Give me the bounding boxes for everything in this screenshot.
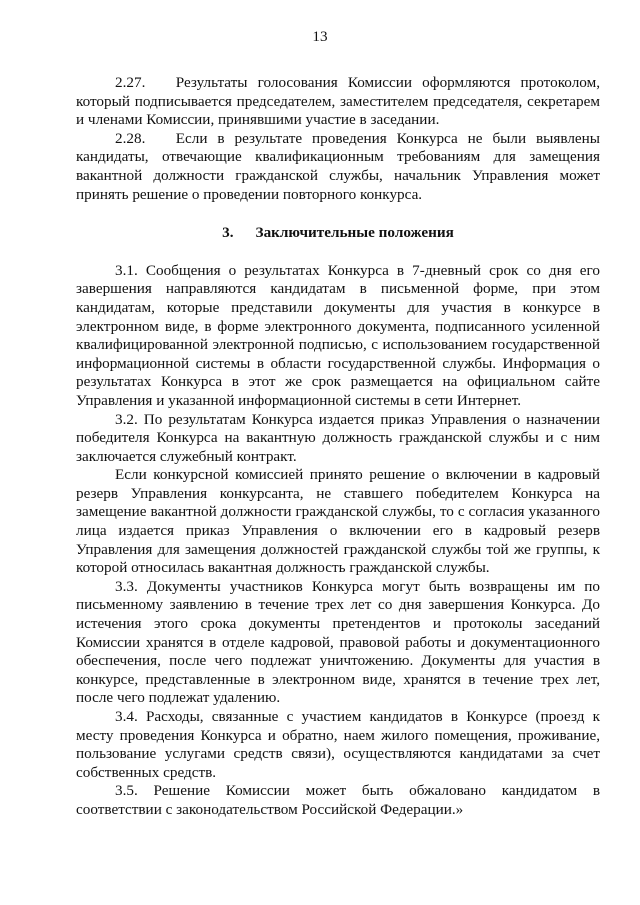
paragraph-3-1: 3.1. Сообщения о результатах Конкурса в 7-дневный срок со дня его завершения направляются кандидатам в письменной форме, при этом кандидатам, которые представили документы для участия в конкурсе в электронном виде, в форме электронного документа, подписанного усиленной квалифицированной электронной подписью, с использованием государственной информационной системы в области государственной службы. Информация о результатах Конкурса в этот же срок размещается на официальном сайте Управления и указанной информационной системы в сети Интернет. xyxy=(76,261,600,409)
section-number: 3. xyxy=(222,224,234,242)
paragraph-2-28: 2.28. Если в результате проведения Конкурса не были выявлены кандидаты, отвечающие квалификационным требованиям для замещения вакантной должности гражданской службы, начальник Управления может принять решение о проведении повторного конкурса. xyxy=(76,129,600,203)
section-title: Заключительные положения xyxy=(255,224,454,242)
paragraph-2-27: 2.27. Результаты голосования Комиссии оформляются протоколом, который подписывается председателем, заместителем председателя, секретарем и членами Комиссии, принявшими участие в заседании. xyxy=(76,74,600,129)
paragraph-3-2: 3.2. По результатам Конкурса издается приказ Управления о назначении победителя Конкурса на вакантную должность гражданской службы и с ним заключается служебный контракт. xyxy=(76,410,600,465)
page-number: 13 xyxy=(312,28,328,45)
paragraph-3-5: 3.5. Решение Комиссии может быть обжаловано кандидатом в соответствии с законодательством Российской Федерации.» xyxy=(76,782,600,818)
paragraph-3-4: 3.4. Расходы, связанные с участием кандидатов в Конкурсе (проезд к месту проведения Конкурса и обратно, наем жилого помещения, проживание, пользование услугами средств связи), осуществляются кандидатами за счет собственных средств. xyxy=(76,708,600,781)
document-body xyxy=(76,74,600,820)
paragraph-reserve: Если конкурсной комиссией принято решение о включении в кадровый резерв Управления конкурсанта, не ставшего победителем Конкурса на замещение вакантной должности гражданской службы, то с согласия указанного лица издается приказ Управления о включении его в кадровый резерв Управления для замещения должностей гражданской службы той же группы, к которой относилась вакантная должность гражданской службы. xyxy=(76,466,600,577)
paragraph-3-3: 3.3. Документы участников Конкурса могут быть возвращены им по письменному заявлению в течение трех лет со дня завершения Конкурса. До истечения этого срока документы претендентов и протоколы заседаний Комиссии хранятся в отделе кадровой, правовой работы и документационного обеспечения, после чего подлежат уничтожению. Документы для участия в конкурсе, представленные в электронном виде, хранятся в течение трех лет, после чего подлежат удалению. xyxy=(76,577,600,707)
section-heading xyxy=(76,224,600,243)
